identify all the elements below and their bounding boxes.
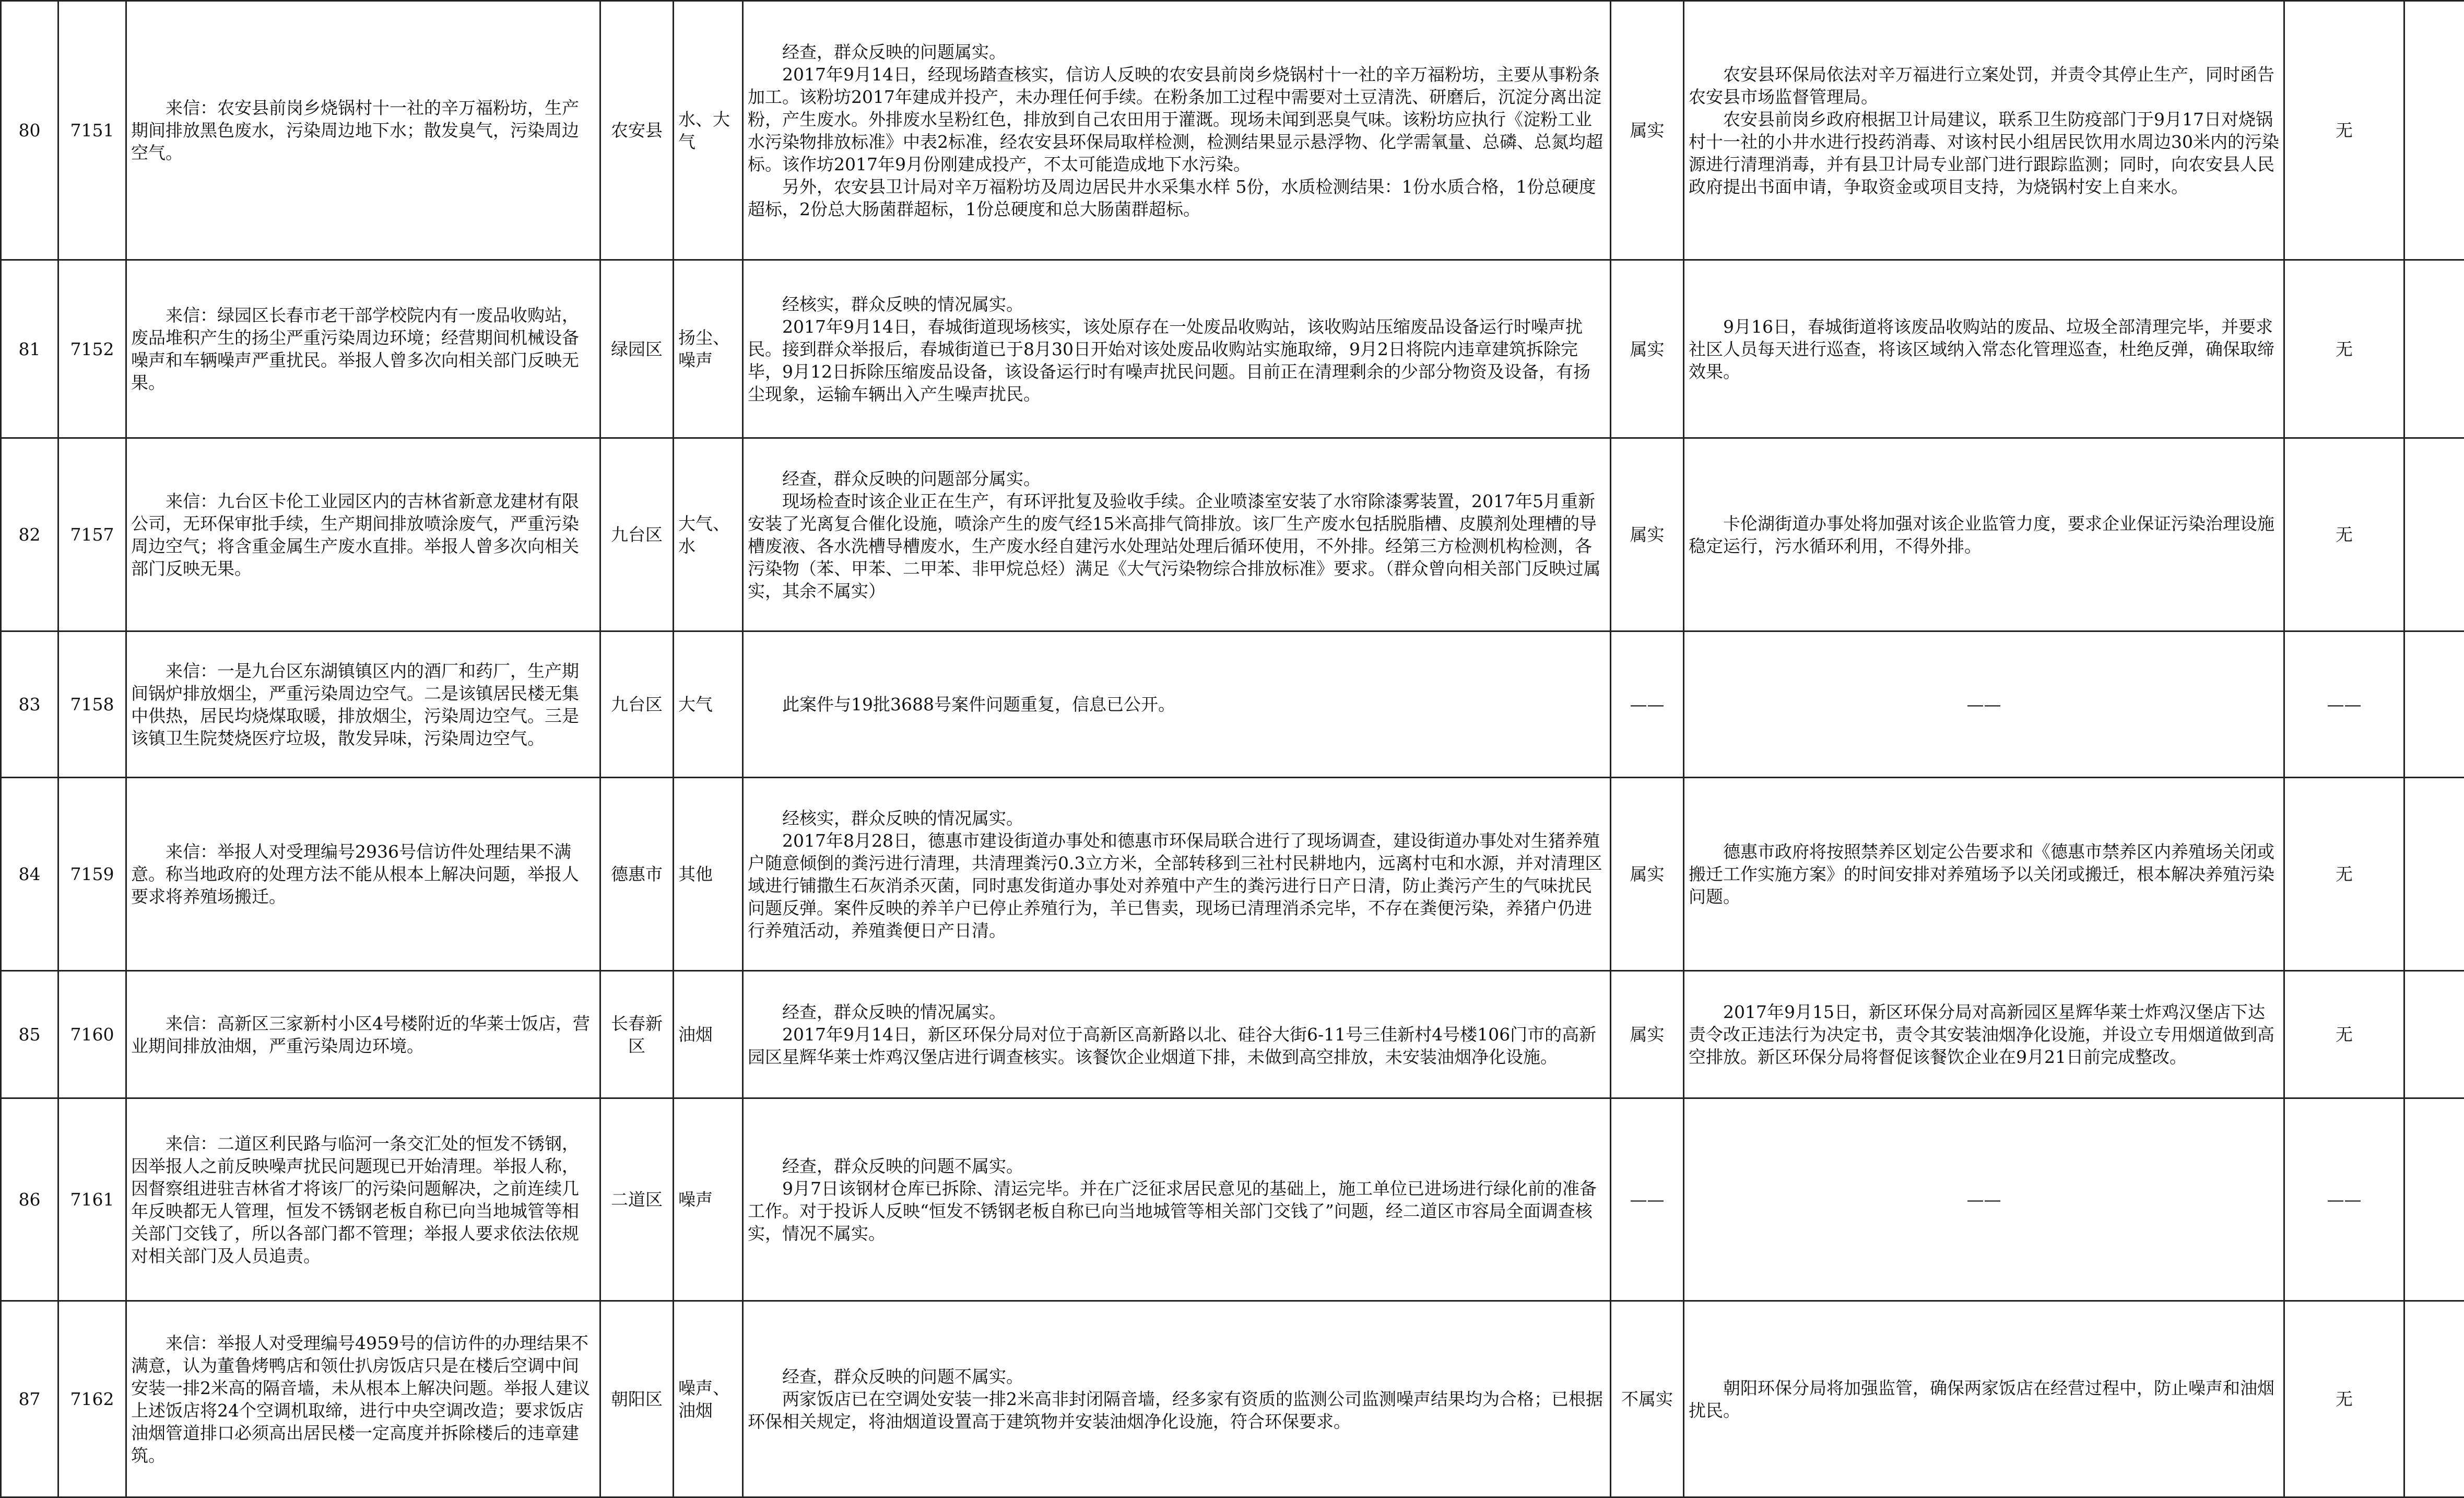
accountability: 无 — [2284, 438, 2404, 631]
investigation-findings-paragraph: 经核实，群众反映的情况属实。 — [748, 293, 1606, 315]
complaint-content — [126, 1098, 600, 1301]
accountability: 无 — [2284, 778, 2404, 971]
investigation-findings-paragraph: 经查，群众反映的问题部分属实。 — [748, 467, 1606, 490]
district: 二道区 — [600, 1098, 674, 1301]
district: 朝阳区 — [600, 1301, 674, 1497]
investigation-findings-paragraph: 两家饭店已在空调处安装一排2米高非封闭隔音墙，经多家有资质的监测公司监测噪声结果均为合格；已根据环保相关规定，将油烟道设置高于建筑物并安装油烟净化设施，符合环保要求。 — [748, 1388, 1606, 1433]
blank-column — [2404, 1, 2464, 260]
complaint-content — [126, 631, 600, 778]
district: 长春新区 — [600, 971, 674, 1098]
investigation-findings — [743, 971, 1611, 1098]
investigation-findings-paragraph: 2017年8月28日，德惠市建设街道办事处和德惠市环保局联合进行了现场调查，建设街道办事处对生猪养殖户随意倾倒的粪污进行清理，共清理粪污0.3立方米，全部转移到三社村民耕地内，远离村屯和水源，并对清理区域进行铺撒生石灰消杀灭菌，同时惠发街道办事处对养殖中产生的粪污进行日产日清，防止粪污产生的气味扰民问题反弹。案件反映的养羊户已停止养殖行为，羊已售卖，现场已清理消杀完毕，不存在粪便污染，养猪户仍进行养殖活动，养殖粪便日产日清。 — [748, 829, 1606, 942]
case-id: 7157 — [58, 438, 126, 631]
table-row — [1, 1098, 2464, 1301]
handling-measures-paragraph: 农安县前岗乡政府根据卫计局建议，联系卫生防疫部门于9月17日对烧锅村十一社的小井水进行投药消毒、对该村民小组居民饮用水周边30米内的污染源进行清理消毒，并有县卫计局专业部门进行跟踪监测；同时，向农安县人民政府提出书面申请，争取资金或项目支持，为烧锅村安上自来水。 — [1689, 108, 2279, 198]
blank-column — [2404, 778, 2464, 971]
handling-measures — [1684, 1, 2284, 260]
investigation-findings — [743, 631, 1611, 778]
case-id: 7158 — [58, 631, 126, 778]
handling-measures-paragraph: 农安县环保局依法对辛万福进行立案处罚，并责令其停止生产，同时函告农安县市场监督管理局。 — [1689, 63, 2279, 108]
district: 农安县 — [600, 1, 674, 260]
pollution-type: 油烟 — [674, 971, 743, 1098]
blank-column — [2404, 438, 2464, 631]
complaint-content — [126, 971, 600, 1098]
investigation-findings — [743, 1, 1611, 260]
verdict: 属实 — [1611, 260, 1684, 438]
handling-measures — [1684, 971, 2284, 1098]
investigation-findings-paragraph: 9月7日该钢材仓库已拆除、清运完毕。并在广泛征求居民意见的基础上，施工单位已进场进行绿化前的准备工作。对于投诉人反映“恒发不锈钢老板自称已向当地城管等相关部门交钱了”问题，经二道区市容局全面调查核实，情况不属实。 — [748, 1177, 1606, 1245]
complaint-content-text: 来信：举报人对受理编号4959号的信访件的办理结果不满意，认为董鲁烤鸭店和领仕扒房饭店只是在楼后空调中间安装一排2米高的隔音墙，未从根本上解决问题。举报人建议上述饭店将24个空调机取缔，进行中央空调改造；要求饭店油烟管道排口必须高出居民楼一定高度并拆除楼后的违章建筑。 — [131, 1332, 595, 1467]
pollution-type: 噪声、油烟 — [674, 1301, 743, 1497]
table-row — [1, 438, 2464, 631]
accountability: 无 — [2284, 260, 2404, 438]
handling-measures: —— — [1684, 631, 2284, 778]
pollution-type: 其他 — [674, 778, 743, 971]
verdict: 不属实 — [1611, 1301, 1684, 1497]
handling-measures — [1684, 1301, 2284, 1497]
handling-measures-paragraph: 2017年9月15日，新区环保分局对高新园区星辉华莱士炸鸡汉堡店下达责令改正违法行为决定书，责令其安装油烟净化设施，并设立专用烟道做到高空排放。新区环保分局将督促该餐饮企业在9月21日前完成整改。 — [1689, 1001, 2279, 1068]
investigation-findings-paragraph: 经查，群众反映的问题属实。 — [748, 41, 1606, 63]
investigation-findings-paragraph: 2017年9月14日，春城街道现场核实，该处原存在一处废品收购站，该收购站压缩废品设备运行时噪声扰民。接到群众举报后，春城街道已于8月30日开始对该处废品收购站实施取缔，9月2日将院内违章建筑拆除完毕，9月12日拆除压缩废品设备，该设备运行时有噪声扰民问题。目前正在清理剩余的少部分物资及设备，有扬尘现象，运输车辆出入产生噪声扰民。 — [748, 315, 1606, 405]
complaint-content-text: 来信：一是九台区东湖镇镇区内的酒厂和药厂，生产期间锅炉排放烟尘，严重污染周边空气。二是该镇居民楼无集中供热，居民均烧煤取暖，排放烟尘，污染周边空气。三是该镇卫生院焚烧医疗垃圾，散发异味，污染周边空气。 — [131, 660, 595, 750]
investigation-findings — [743, 1098, 1611, 1301]
accountability: —— — [2284, 1098, 2404, 1301]
accountability: 无 — [2284, 1, 2404, 260]
complaint-content — [126, 1, 600, 260]
complaint-content — [126, 778, 600, 971]
complaint-content-text: 来信：二道区利民路与临河一条交汇处的恒发不锈钢，因举报人之前反映噪声扰民问题现已开始清理。举报人称，因督察组进驻吉林省才将该厂的污染问题解决，之前连续几年反映都无人管理，恒发不锈钢老板自称已向当地城管等相关部门交钱了，所以各部门都不管理；举报人要求依法依规对相关部门及人员追责。 — [131, 1132, 595, 1267]
pollution-type: 水、大气 — [674, 1, 743, 260]
handling-measures-paragraph: 德惠市政府将按照禁养区划定公告要求和《德惠市禁养区内养殖场关闭或搬迁工作实施方案》的时间安排对养殖场予以关闭或搬迁，根本解决养殖污染问题。 — [1689, 840, 2279, 908]
handling-measures-paragraph: 朝阳环保分局将加强监管，确保两家饭店在经营过程中，防止噪声和油烟扰民。 — [1689, 1377, 2279, 1422]
handling-measures-paragraph: 卡伦湖街道办事处将加强对该企业监管力度，要求企业保证污染治理设施稳定运行，污水循环利用，不得外排。 — [1689, 512, 2279, 557]
accountability: 无 — [2284, 971, 2404, 1098]
complaint-content — [126, 260, 600, 438]
case-id: 7161 — [58, 1098, 126, 1301]
case-id: 7160 — [58, 971, 126, 1098]
investigation-findings — [743, 1301, 1611, 1497]
investigation-findings-paragraph: 另外，农安县卫计局对辛万福粉坊及周边居民井水采集水样 5份，水质检测结果：1份水质合格，1份总硬度超标，2份总大肠菌群超标，1份总硬度和总大肠菌群超标。 — [748, 175, 1606, 220]
investigation-findings — [743, 438, 1611, 631]
investigation-findings-paragraph: 2017年9月14日，经现场踏查核实，信访人反映的农安县前岗乡烧锅村十一社的辛万福粉坊，主要从事粉条加工。该粉坊2017年建成并投产，未办理任何手续。在粉条加工过程中需要对土豆清洗、研磨后，沉淀分离出淀粉，产生废水。外排废水呈粉红色，排放到自己农田用于灌溉。现场未闻到恶臭气味。该粉坊应执行《淀粉工业水污染物排放标准》中表2标准，经农安县环保局取样检测，检测结果显示悬浮物、化学需氧量、总磷、总氮均超标。该作坊2017年9月份刚建成投产，不太可能造成地下水污染。 — [748, 63, 1606, 175]
verdict: —— — [1611, 1098, 1684, 1301]
verdict: 属实 — [1611, 438, 1684, 631]
investigation-findings — [743, 260, 1611, 438]
complaint-content-text: 来信：高新区三家新村小区4号楼附近的华莱士饭店，营业期间排放油烟，严重污染周边环境。 — [131, 1012, 595, 1057]
investigation-findings — [743, 778, 1611, 971]
table-row — [1, 1301, 2464, 1497]
accountability: 无 — [2284, 1301, 2404, 1497]
row-number: 82 — [1, 438, 58, 631]
row-number: 87 — [1, 1301, 58, 1497]
district: 德惠市 — [600, 778, 674, 971]
case-id: 7151 — [58, 1, 126, 260]
pollution-type: 噪声 — [674, 1098, 743, 1301]
case-id: 7162 — [58, 1301, 126, 1497]
complaint-content — [126, 438, 600, 631]
blank-column — [2404, 971, 2464, 1098]
table-row — [1, 778, 2464, 971]
row-number: 80 — [1, 1, 58, 260]
table-row — [1, 971, 2464, 1098]
row-number: 86 — [1, 1098, 58, 1301]
table-row — [1, 631, 2464, 778]
table-row — [1, 260, 2464, 438]
complaint-content-text: 来信：举报人对受理编号2936号信访件处理结果不满意。称当地政府的处理方法不能从根本上解决问题，举报人要求将养殖场搬迁。 — [131, 840, 595, 908]
verdict: 属实 — [1611, 1, 1684, 260]
row-number: 83 — [1, 631, 58, 778]
case-id: 7152 — [58, 260, 126, 438]
blank-column — [2404, 1098, 2464, 1301]
investigation-findings-paragraph: 现场检查时该企业正在生产，有环评批复及验收手续。企业喷漆室安装了水帘除漆雾装置，2017年5月重新安装了光离复合催化设施，喷涂产生的废气经15米高排气筒排放。该厂生产废水包括脱脂槽、皮膜剂处理槽的导槽废液、各水洗槽导槽废水，生产废水经自建污水处理站处理后循环使用，不外排。经第三方检测机构检测，各污染物（苯、甲苯、二甲苯、非甲烷总烃）满足《大气污染物综合排放标准》要求。（群众曾向相关部门反映过属实，其余不属实） — [748, 490, 1606, 602]
complaint-content — [126, 1301, 600, 1497]
handling-measures-paragraph: 9月16日，春城街道将该废品收购站的废品、垃圾全部清理完毕，并要求社区人员每天进行巡查，将该区域纳入常态化管理巡查，杜绝反弹，确保取缔效果。 — [1689, 315, 2279, 383]
handling-measures: —— — [1684, 1098, 2284, 1301]
handling-measures — [1684, 438, 2284, 631]
investigation-findings-paragraph: 经查，群众反映的情况属实。 — [748, 1001, 1606, 1023]
investigation-findings-paragraph: 此案件与19批3688号案件问题重复，信息已公开。 — [748, 693, 1606, 716]
blank-column — [2404, 631, 2464, 778]
district: 九台区 — [600, 631, 674, 778]
blank-column — [2404, 1301, 2464, 1497]
investigation-findings-paragraph: 经查，群众反映的问题不属实。 — [748, 1365, 1606, 1388]
pollution-type: 大气、水 — [674, 438, 743, 631]
investigation-findings-paragraph: 经核实，群众反映的情况属实。 — [748, 807, 1606, 829]
handling-measures — [1684, 260, 2284, 438]
case-id: 7159 — [58, 778, 126, 971]
complaint-content-text: 来信：农安县前岗乡烧锅村十一社的辛万福粉坊，生产期间排放黑色废水，污染周边地下水；散发臭气，污染周边空气。 — [131, 97, 595, 164]
blank-column — [2404, 260, 2464, 438]
accountability: —— — [2284, 631, 2404, 778]
district: 九台区 — [600, 438, 674, 631]
investigation-findings-paragraph: 经查，群众反映的问题不属实。 — [748, 1155, 1606, 1177]
pollution-type: 大气 — [674, 631, 743, 778]
row-number: 85 — [1, 971, 58, 1098]
row-number: 84 — [1, 778, 58, 971]
verdict: 属实 — [1611, 971, 1684, 1098]
table-row — [1, 1, 2464, 260]
district: 绿园区 — [600, 260, 674, 438]
verdict: —— — [1611, 631, 1684, 778]
complaint-content-text: 来信：绿园区长春市老干部学校院内有一废品收购站，废品堆积产生的扬尘严重污染周边环境；经营期间机械设备噪声和车辆噪声严重扰民。举报人曾多次向相关部门反映无果。 — [131, 304, 595, 394]
investigation-findings-paragraph: 2017年9月14日，新区环保分局对位于高新区高新路以北、硅谷大街6-11号三佳新村4号楼106门市的高新园区星辉华莱士炸鸡汉堡店进行调查核实。该餐饮企业烟道下排，未做到高空排放，未安装油烟净化设施。 — [748, 1023, 1606, 1068]
handling-measures — [1684, 778, 2284, 971]
pollution-type: 扬尘、噪声 — [674, 260, 743, 438]
complaint-content-text: 来信：九台区卡伦工业园区内的吉林省新意龙建材有限公司，无环保审批手续，生产期间排放喷涂废气，严重污染周边空气；将含重金属生产废水直排。举报人曾多次向相关部门反映无果。 — [131, 490, 595, 580]
verdict: 属实 — [1611, 778, 1684, 971]
row-number: 81 — [1, 260, 58, 438]
